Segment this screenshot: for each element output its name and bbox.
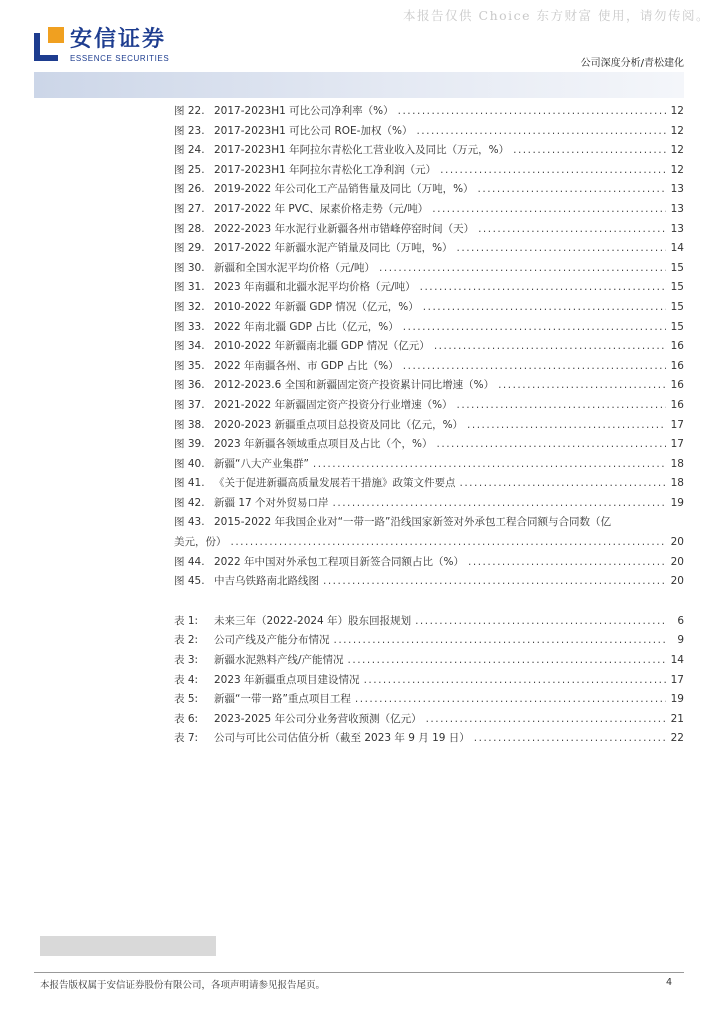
toc-entry-continuation[interactable]: [174, 533, 684, 553]
toc-entry[interactable]: [174, 200, 684, 220]
toc-entry-label: 图 43.: [174, 516, 205, 529]
toc-entry-page: 22: [670, 732, 684, 745]
toc-entry-label: 图 33.: [174, 320, 205, 333]
toc-entry-page: 6: [677, 614, 684, 627]
toc-leader-dots: [403, 318, 666, 338]
toc-entry-label: 图 36.: [174, 379, 205, 392]
toc-leader-dots: [334, 631, 667, 651]
toc-leader-dots: [348, 651, 666, 671]
toc-leader-dots: [403, 357, 666, 377]
toc-entry-title: 新疆“八大产业集群”: [214, 457, 309, 470]
toc-entry-label: 图 38.: [174, 418, 205, 431]
toc-entry-page: 20: [670, 536, 684, 549]
figure-list: [174, 102, 684, 592]
toc-entry-title: 2010-2022 年新疆 GDP 情况（亿元，%）: [214, 300, 419, 313]
toc-entry[interactable]: [174, 239, 684, 259]
toc-entry-page: 15: [670, 320, 684, 333]
report-category: 公司深度分析/青松建化: [580, 58, 684, 69]
toc-entry-title: 2012-2023.6 全国和新疆固定资产投资累计同比增速（%）: [214, 379, 495, 392]
toc-entry[interactable]: [174, 416, 684, 436]
page-number: 4: [665, 977, 672, 988]
toc-entry[interactable]: [174, 298, 684, 318]
toc-entry-title: 2022-2023 年水泥行业新疆各州市错峰停窑时间（天）: [214, 222, 475, 235]
toc-entry-title: 《关于促进新疆高质量发展若干措施》政策文件要点: [214, 477, 456, 490]
toc-entry[interactable]: [174, 337, 684, 357]
toc-entry-label: 图 37.: [174, 398, 205, 411]
toc-leader-dots: [513, 141, 666, 161]
toc-entry-page: 16: [670, 379, 684, 392]
toc-entry-title: 2023 年新疆各领域重点项目及占比（个，%）: [214, 438, 433, 451]
toc-entry[interactable]: [174, 553, 684, 573]
toc-entry-page: 17: [670, 438, 684, 451]
toc-entry[interactable]: [174, 671, 684, 691]
toc-leader-dots: [474, 729, 666, 749]
toc-entry-page: 13: [670, 183, 684, 196]
toc-entry-title: 2021-2022 年新疆固定资产投资分行业增速（%）: [214, 398, 453, 411]
toc-entry-page: 15: [670, 281, 684, 294]
toc-entry-page: 16: [670, 340, 684, 353]
toc-entry[interactable]: [174, 376, 684, 396]
toc-entry-page: 14: [670, 654, 684, 667]
toc-entry-label: 表 2:: [174, 634, 199, 647]
toc-entry-title: 2017-2022 年 PVC、尿素价格走势（元/吨）: [214, 202, 429, 215]
toc-entry-title: 新疆和全国水泥平均价格（元/吨）: [214, 261, 376, 274]
toc-entry-title: 中吉乌铁路南北路线图: [214, 575, 319, 588]
toc-entry[interactable]: [174, 572, 684, 592]
footer-grey-block: [40, 936, 216, 956]
table-list: [174, 612, 684, 749]
toc-leader-dots: [468, 553, 666, 573]
toc-entry-label: 图 41.: [174, 477, 205, 490]
toc-leader-dots: [333, 494, 666, 514]
toc-entry[interactable]: [174, 180, 684, 200]
toc-entry[interactable]: [174, 102, 684, 122]
watermark-text: 本报告仅供 Choice 东方财富 使用，请勿传阅。: [403, 8, 710, 23]
toc-entry-title: 2019-2022 年公司化工产品销售量及同比（万吨，%）: [214, 183, 474, 196]
toc-entry[interactable]: [174, 161, 684, 181]
toc-leader-dots: [415, 612, 666, 632]
section-gap: [174, 592, 684, 612]
toc-entry-label: 表 3:: [174, 654, 199, 667]
toc-entry-label: 表 1:: [174, 614, 199, 627]
toc-entry-page: 17: [670, 673, 684, 686]
toc-entry[interactable]: [174, 259, 684, 279]
toc-entry-page: 12: [670, 105, 684, 117]
toc-entry-label: 表 6:: [174, 712, 199, 725]
toc-entry-page: 14: [670, 242, 684, 255]
toc-entry-title: 公司与可比公司估值分析（截至 2023 年 9 月 19 日）: [214, 732, 470, 745]
toc-entry-label: 表 4:: [174, 673, 199, 686]
toc-entry-label: 图 27.: [174, 202, 205, 215]
toc-entry-label: 图 24.: [174, 144, 205, 157]
header-band: [34, 72, 684, 98]
toc-leader-dots: [313, 455, 666, 475]
toc-leader-dots: [457, 396, 666, 416]
toc-entry-title: 2020-2023 新疆重点项目总投资及同比（亿元，%）: [214, 418, 464, 431]
toc-entry-title: 新疆水泥熟料产线/产能情况: [214, 654, 344, 667]
toc-entry-title: 2017-2022 年新疆水泥产销量及同比（万吨，%）: [214, 242, 453, 255]
toc-leader-dots: [478, 180, 666, 200]
toc-entry[interactable]: [174, 357, 684, 377]
toc-entry-label: 图 30.: [174, 261, 205, 274]
toc-entry-title: 2022 年南疆各州、市 GDP 占比（%）: [214, 359, 399, 372]
toc-entry-title: 新疆“一带一路”重点项目工程: [214, 693, 351, 706]
toc-entry-page: 13: [670, 222, 684, 235]
toc-entry[interactable]: [174, 435, 684, 455]
toc-entry-page: 15: [670, 261, 684, 274]
toc-leader-dots: [231, 533, 667, 553]
toc-entry[interactable]: [174, 455, 684, 475]
toc-entry-label: 图 35.: [174, 359, 205, 372]
toc-entry-page: 12: [670, 144, 684, 157]
toc-entry-label: 图 22.: [174, 105, 205, 117]
toc-leader-dots: [423, 298, 666, 318]
toc-entry-title: 新疆 17 个对外贸易口岸: [214, 496, 329, 509]
toc-entry[interactable]: [174, 122, 684, 142]
toc-entry-page: 19: [670, 496, 684, 509]
toc-entry-page: 21: [670, 712, 684, 725]
logo-mark-icon: [34, 27, 64, 61]
toc-leader-dots: [457, 239, 666, 259]
toc-entry-page: 18: [670, 457, 684, 470]
toc-entry-label: 图 45.: [174, 575, 205, 588]
toc-entry-label: 图 25.: [174, 163, 205, 176]
footer-divider: [34, 972, 684, 973]
toc-entry-label: 图 39.: [174, 438, 205, 451]
toc-leader-dots: [440, 161, 666, 181]
toc-leader-dots: [478, 220, 666, 240]
toc-entry[interactable]: [174, 651, 684, 671]
toc-entry-page: 18: [670, 477, 684, 490]
toc-entry-title: 2022 年中国对外承包工程项目新签合同额占比（%）: [214, 555, 465, 568]
toc-leader-dots: [379, 259, 666, 279]
toc-entry[interactable]: [174, 612, 684, 632]
toc-entry-label: 图 29.: [174, 242, 205, 255]
toc-entry-title: 2015-2022 年我国企业对“一带一路”沿线国家新签对外承包工程合同额与合同数（亿: [214, 516, 611, 529]
toc-entry-title: 2022 年南北疆 GDP 占比（亿元，%）: [214, 320, 399, 333]
toc-entry-page: 17: [670, 418, 684, 431]
toc-entry[interactable]: [174, 631, 684, 651]
toc-entry-label: 图 32.: [174, 300, 205, 313]
toc-entry-title: 未来三年（2022-2024 年）股东回报规划: [214, 614, 412, 627]
toc-leader-dots: [420, 278, 666, 298]
logo-english-name: ESSENCE SECURITIES: [70, 54, 170, 63]
toc-entry-page: 12: [670, 124, 684, 137]
toc-entry[interactable]: [174, 494, 684, 514]
toc-entry-title-cont: 美元，份）: [174, 536, 227, 549]
toc-entry-title: 2023 年新疆重点项目建设情况: [214, 673, 360, 686]
toc-leader-dots: [434, 337, 666, 357]
toc-entry-title: 2017-2023H1 年阿拉尔青松化工营业收入及同比（万元，%）: [214, 144, 510, 157]
toc-entry[interactable]: [174, 220, 684, 240]
toc-entry-label: 图 31.: [174, 281, 205, 294]
toc-leader-dots: [498, 376, 666, 396]
toc-entry[interactable]: [174, 396, 684, 416]
toc-entry-page: 13: [670, 202, 684, 215]
toc-leader-dots: [432, 200, 666, 220]
toc-entry-page: 20: [670, 555, 684, 568]
footer-disclaimer: 本报告版权属于安信证券股份有限公司，各项声明请参见报告尾页。: [40, 980, 326, 991]
toc-entry-title: 2023-2025 年公司分业务营收预测（亿元）: [214, 712, 422, 725]
toc-entry-page: 12: [670, 163, 684, 176]
toc-leader-dots: [467, 416, 666, 436]
toc-entry-page: 16: [670, 398, 684, 411]
toc-entry-title: 2010-2022 年新疆南北疆 GDP 情况（亿元）: [214, 340, 430, 353]
toc-entry-label: 图 34.: [174, 340, 205, 353]
toc-entry-title: 公司产线及产能分布情况: [214, 634, 330, 647]
toc-entry-label: 表 5:: [174, 693, 199, 706]
toc-entry-title: 2017-2023H1 可比公司净利率（%）: [214, 105, 394, 117]
toc-leader-dots: [355, 690, 666, 710]
toc-entry[interactable]: [174, 474, 684, 494]
toc-entry[interactable]: [174, 710, 684, 730]
toc-entry-page: 16: [670, 359, 684, 372]
toc-entry[interactable]: [174, 278, 684, 298]
toc-leader-dots: [323, 572, 666, 592]
toc-entry[interactable]: [174, 690, 684, 710]
toc-leader-dots: [364, 671, 666, 691]
toc-entry-label: 图 44.: [174, 555, 205, 568]
toc-entry-title: 2017-2023H1 年阿拉尔青松化工净利润（元）: [214, 163, 437, 176]
toc-leader-dots: [460, 474, 667, 494]
toc-entry-label: 图 26.: [174, 183, 205, 196]
toc-entry-title: 2017-2023H1 可比公司 ROE-加权（%）: [214, 124, 413, 137]
toc-leader-dots: [426, 710, 666, 730]
toc-entry-label: 图 28.: [174, 222, 205, 235]
toc-entry-label: 图 23.: [174, 124, 205, 137]
toc-entry-title: 2023 年南疆和北疆水泥平均价格（元/吨）: [214, 281, 416, 294]
logo-chinese-name: 安信证券: [70, 27, 167, 52]
company-logo: [34, 27, 194, 67]
toc-entry[interactable]: [174, 513, 684, 533]
toc-entry-label: 图 42.: [174, 496, 205, 509]
toc-entry[interactable]: [174, 729, 684, 749]
toc-leader-dots: [398, 102, 666, 122]
table-of-contents: [174, 102, 684, 749]
toc-entry-page: 20: [670, 575, 684, 588]
toc-entry-page: 9: [677, 634, 684, 647]
toc-entry-page: 19: [670, 693, 684, 706]
toc-leader-dots: [437, 435, 666, 455]
toc-entry-page: 15: [670, 300, 684, 313]
toc-entry[interactable]: [174, 318, 684, 338]
toc-entry-label: 图 40.: [174, 457, 205, 470]
toc-entry[interactable]: [174, 141, 684, 161]
toc-leader-dots: [416, 122, 666, 142]
toc-entry-label: 表 7:: [174, 732, 199, 745]
